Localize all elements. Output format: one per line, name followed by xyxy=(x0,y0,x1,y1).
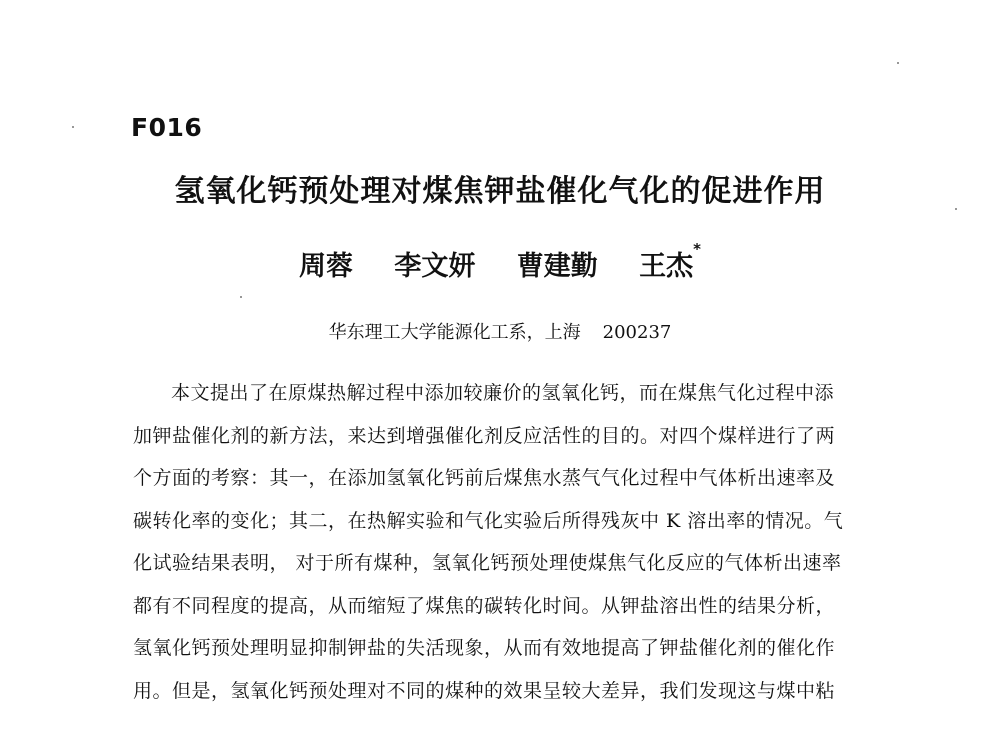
author-list xyxy=(0,240,1000,283)
corresponding-author-mark: * xyxy=(693,240,702,258)
abstract-line: 化试验结果表明， 对于所有煤种，氢氧化钙预处理使煤焦气化反应的气体析出速率 xyxy=(133,552,842,574)
affiliation-postcode: 200237 xyxy=(602,322,672,343)
affiliation-institution: 华东理工大学能源化工系，上海 xyxy=(328,322,581,343)
scan-speck xyxy=(897,62,899,64)
author-name: 周蓉 xyxy=(298,251,353,282)
affiliation xyxy=(0,318,1000,344)
paper-code: F016 xyxy=(131,113,203,142)
author xyxy=(517,244,598,283)
author xyxy=(639,240,702,283)
abstract xyxy=(133,372,857,712)
abstract-line: 氢氧化钙预处理明显抑制钾盐的失活现象，从而有效地提高了钾盐催化剂的催化作 xyxy=(133,637,836,659)
abstract-line: 碳转化率的变化；其二，在热解实验和气化实验后所得残灰中 K 溶出率的情况。气 xyxy=(133,509,844,532)
scan-speck xyxy=(240,296,242,298)
author-name: 王杰 xyxy=(639,251,694,282)
author-name: 李文妍 xyxy=(394,251,476,282)
paper-title: 氢氧化钙预处理对煤焦钾盐催化气化的促进作用 xyxy=(174,174,826,209)
abstract-line: 加钾盐催化剂的新方法，来达到增强催化剂反应活性的目的。对四个煤样进行了两 xyxy=(133,424,836,447)
abstract-line: 个方面的考察：其一，在添加氢氧化钙前后煤焦水蒸气气化过程中气体析出速率及 xyxy=(133,467,836,489)
scan-speck xyxy=(72,126,74,128)
author-name: 曹建勤 xyxy=(516,251,598,282)
author xyxy=(394,244,475,283)
abstract-line: 都有不同程度的提高，从而缩短了煤焦的碳转化时间。从钾盐溶出性的结果分析， xyxy=(133,594,836,617)
author xyxy=(299,244,353,283)
scan-speck xyxy=(955,208,957,210)
abstract-line: 本文提出了在原煤热解过程中添加较廉价的氢氧化钙，而在煤焦气化过程中添 xyxy=(171,382,835,404)
abstract-line: 用。但是，氢氧化钙预处理对不同的煤种的效果呈较大差异，我们发现这与煤中粘 xyxy=(133,679,836,702)
